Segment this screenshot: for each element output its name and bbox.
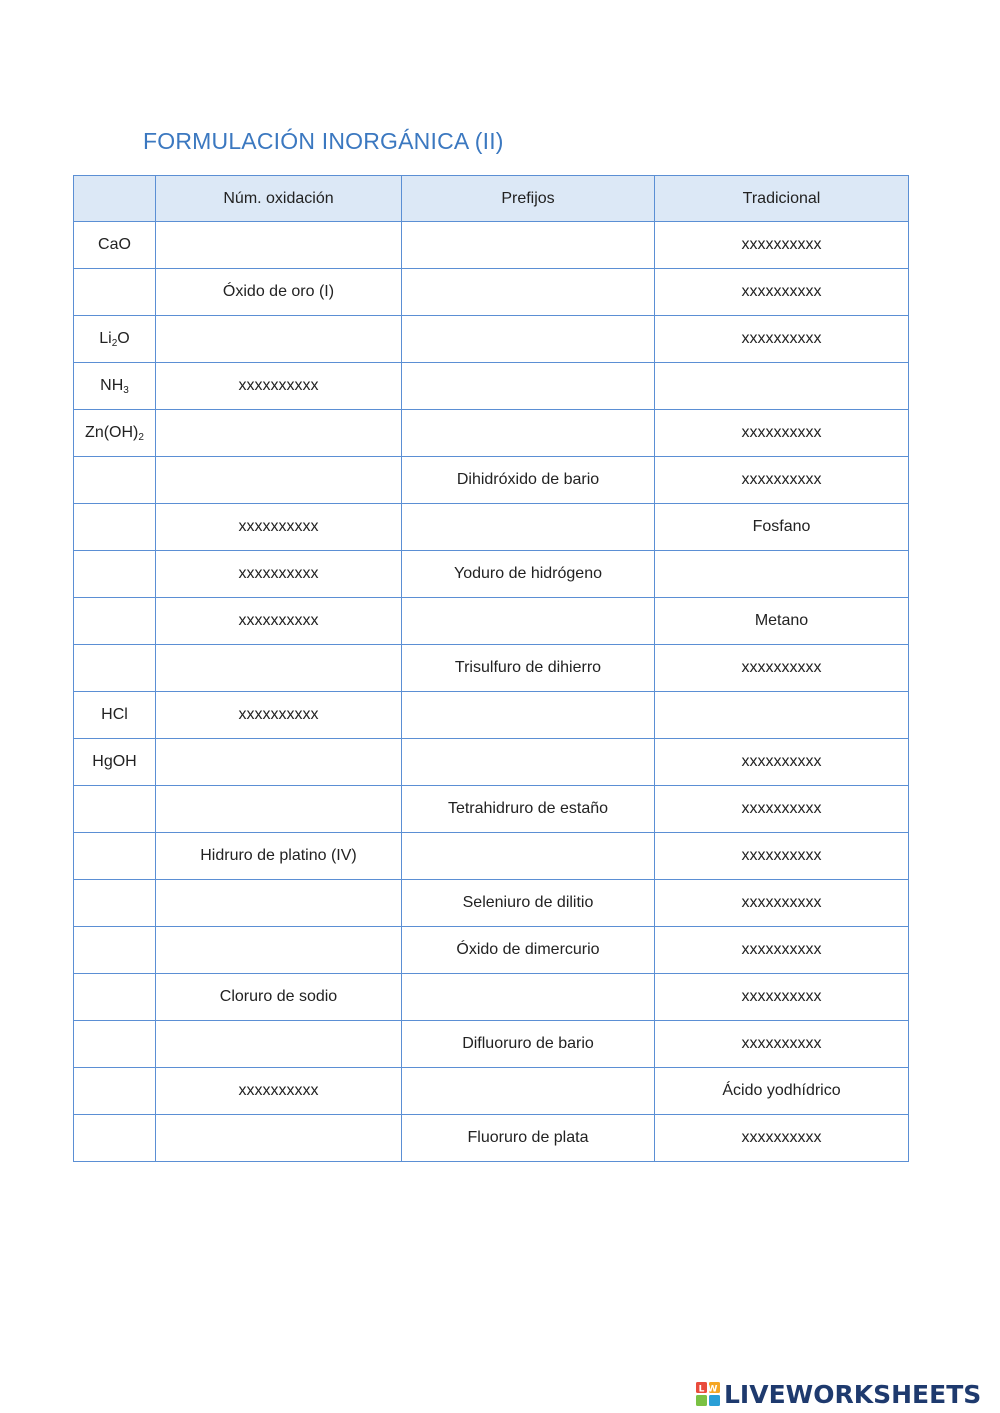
prefixes-cell: Tetrahidruro de estaño bbox=[402, 786, 655, 833]
formula-text: HgOH bbox=[92, 753, 137, 770]
formula-text: O bbox=[117, 330, 130, 347]
traditional-cell: xxxxxxxxxx bbox=[655, 880, 909, 927]
formula-text: Zn(OH) bbox=[85, 424, 139, 441]
traditional-cell: Ácido yodhídrico bbox=[655, 1068, 909, 1115]
oxidation-number-cell: xxxxxxxxxx bbox=[156, 692, 402, 739]
formula-cell bbox=[74, 363, 156, 410]
oxidation-number-cell: xxxxxxxxxx bbox=[156, 1068, 402, 1115]
prefixes-cell bbox=[402, 1068, 655, 1115]
formula-text: CaO bbox=[98, 236, 131, 253]
formula-cell bbox=[74, 739, 156, 786]
oxidation-number-cell bbox=[156, 739, 402, 786]
formula-cell bbox=[74, 269, 156, 316]
formula-text: HCl bbox=[101, 706, 128, 723]
table-row bbox=[74, 927, 909, 974]
formula-cell bbox=[74, 457, 156, 504]
formula-cell bbox=[74, 692, 156, 739]
prefixes-cell bbox=[402, 316, 655, 363]
traditional-cell: Metano bbox=[655, 598, 909, 645]
traditional-cell: xxxxxxxxxx bbox=[655, 833, 909, 880]
traditional-cell: xxxxxxxxxx bbox=[655, 1021, 909, 1068]
formula-cell bbox=[74, 1068, 156, 1115]
oxidation-number-cell: Hidruro de platino (IV) bbox=[156, 833, 402, 880]
prefixes-cell bbox=[402, 598, 655, 645]
formula-cell bbox=[74, 316, 156, 363]
traditional-cell bbox=[655, 692, 909, 739]
oxidation-number-cell: xxxxxxxxxx bbox=[156, 551, 402, 598]
oxidation-number-cell: Cloruro de sodio bbox=[156, 974, 402, 1021]
formula-cell bbox=[74, 222, 156, 269]
traditional-cell: xxxxxxxxxx bbox=[655, 974, 909, 1021]
table-row bbox=[74, 598, 909, 645]
formula-subscript: 2 bbox=[138, 432, 144, 443]
table-row bbox=[74, 222, 909, 269]
oxidation-number-cell bbox=[156, 222, 402, 269]
oxidation-number-cell: xxxxxxxxxx bbox=[156, 363, 402, 410]
prefixes-cell: Trisulfuro de dihierro bbox=[402, 645, 655, 692]
formula-cell bbox=[74, 1115, 156, 1162]
formula-cell bbox=[74, 974, 156, 1021]
oxidation-number-cell bbox=[156, 316, 402, 363]
oxidation-number-cell: Óxido de oro (I) bbox=[156, 269, 402, 316]
formula-cell bbox=[74, 880, 156, 927]
prefixes-cell bbox=[402, 974, 655, 1021]
formula-cell bbox=[74, 645, 156, 692]
formula-text: NH bbox=[100, 377, 124, 394]
traditional-cell: Fosfano bbox=[655, 504, 909, 551]
oxidation-number-cell: xxxxxxxxxx bbox=[156, 504, 402, 551]
liveworksheets-brand bbox=[696, 1377, 981, 1411]
brand-name: LIVEWORKSHEETS bbox=[724, 1379, 982, 1409]
formulation-table bbox=[73, 175, 909, 1162]
table-row bbox=[74, 1068, 909, 1115]
prefixes-cell bbox=[402, 504, 655, 551]
table-row bbox=[74, 645, 909, 692]
traditional-cell: xxxxxxxxxx bbox=[655, 927, 909, 974]
oxidation-number-cell bbox=[156, 410, 402, 457]
table-row bbox=[74, 363, 909, 410]
table-row bbox=[74, 880, 909, 927]
formula-cell bbox=[74, 927, 156, 974]
prefixes-cell bbox=[402, 739, 655, 786]
svg-text:L W: L W bbox=[698, 1384, 718, 1395]
table-row bbox=[74, 1115, 909, 1162]
prefixes-cell: Difluoruro de bario bbox=[402, 1021, 655, 1068]
table-header-row bbox=[74, 176, 909, 222]
formula-subscript: 2 bbox=[111, 338, 118, 349]
worksheet-title: FORMULACIÓN INORGÁNICA (II) bbox=[143, 128, 504, 154]
oxidation-number-cell bbox=[156, 1021, 402, 1068]
table-row bbox=[74, 833, 909, 880]
prefixes-cell bbox=[402, 363, 655, 410]
table-row bbox=[74, 504, 909, 551]
prefixes-cell bbox=[402, 692, 655, 739]
prefixes-cell: Yoduro de hidrógeno bbox=[402, 551, 655, 598]
traditional-cell: xxxxxxxxxx bbox=[655, 316, 909, 363]
header-formula bbox=[74, 176, 156, 222]
traditional-cell: xxxxxxxxxx bbox=[655, 739, 909, 786]
formula-cell bbox=[74, 551, 156, 598]
traditional-cell: xxxxxxxxxx bbox=[655, 645, 909, 692]
formula-cell bbox=[74, 786, 156, 833]
header-prefixes: Prefijos bbox=[402, 176, 655, 222]
formula-cell bbox=[74, 598, 156, 645]
traditional-cell bbox=[655, 551, 909, 598]
traditional-cell: xxxxxxxxxx bbox=[655, 222, 909, 269]
table-row bbox=[74, 692, 909, 739]
table-body bbox=[74, 222, 909, 1162]
oxidation-number-cell bbox=[156, 786, 402, 833]
table-row bbox=[74, 410, 909, 457]
oxidation-number-cell: xxxxxxxxxx bbox=[156, 598, 402, 645]
oxidation-number-cell bbox=[156, 457, 402, 504]
header-traditional: Tradicional bbox=[655, 176, 909, 222]
traditional-cell: xxxxxxxxxx bbox=[655, 457, 909, 504]
table-row bbox=[74, 269, 909, 316]
table-row bbox=[74, 551, 909, 598]
table-row bbox=[74, 786, 909, 833]
table-row bbox=[74, 1021, 909, 1068]
prefixes-cell: Óxido de dimercurio bbox=[402, 927, 655, 974]
liveworksheets-logo-icon bbox=[696, 1382, 720, 1406]
table-row bbox=[74, 974, 909, 1021]
traditional-cell: xxxxxxxxxx bbox=[655, 410, 909, 457]
traditional-cell: xxxxxxxxxx bbox=[655, 1115, 909, 1162]
table-row bbox=[74, 739, 909, 786]
prefixes-cell bbox=[402, 410, 655, 457]
prefixes-cell bbox=[402, 833, 655, 880]
header-oxidation-number: Núm. oxidación bbox=[156, 176, 402, 222]
prefixes-cell: Seleniuro de dilitio bbox=[402, 880, 655, 927]
oxidation-number-cell bbox=[156, 880, 402, 927]
formula-cell bbox=[74, 410, 156, 457]
formula-subscript: 3 bbox=[123, 385, 129, 396]
prefixes-cell bbox=[402, 222, 655, 269]
traditional-cell bbox=[655, 363, 909, 410]
prefixes-cell bbox=[402, 269, 655, 316]
oxidation-number-cell bbox=[156, 1115, 402, 1162]
traditional-cell: xxxxxxxxxx bbox=[655, 786, 909, 833]
traditional-cell: xxxxxxxxxx bbox=[655, 269, 909, 316]
formula-cell bbox=[74, 833, 156, 880]
oxidation-number-cell bbox=[156, 927, 402, 974]
prefixes-cell: Fluoruro de plata bbox=[402, 1115, 655, 1162]
table-row bbox=[74, 457, 909, 504]
formula-text: Li bbox=[99, 330, 112, 347]
prefixes-cell: Dihidróxido de bario bbox=[402, 457, 655, 504]
oxidation-number-cell bbox=[156, 645, 402, 692]
table-row bbox=[74, 316, 909, 363]
formula-cell bbox=[74, 504, 156, 551]
formula-cell bbox=[74, 1021, 156, 1068]
